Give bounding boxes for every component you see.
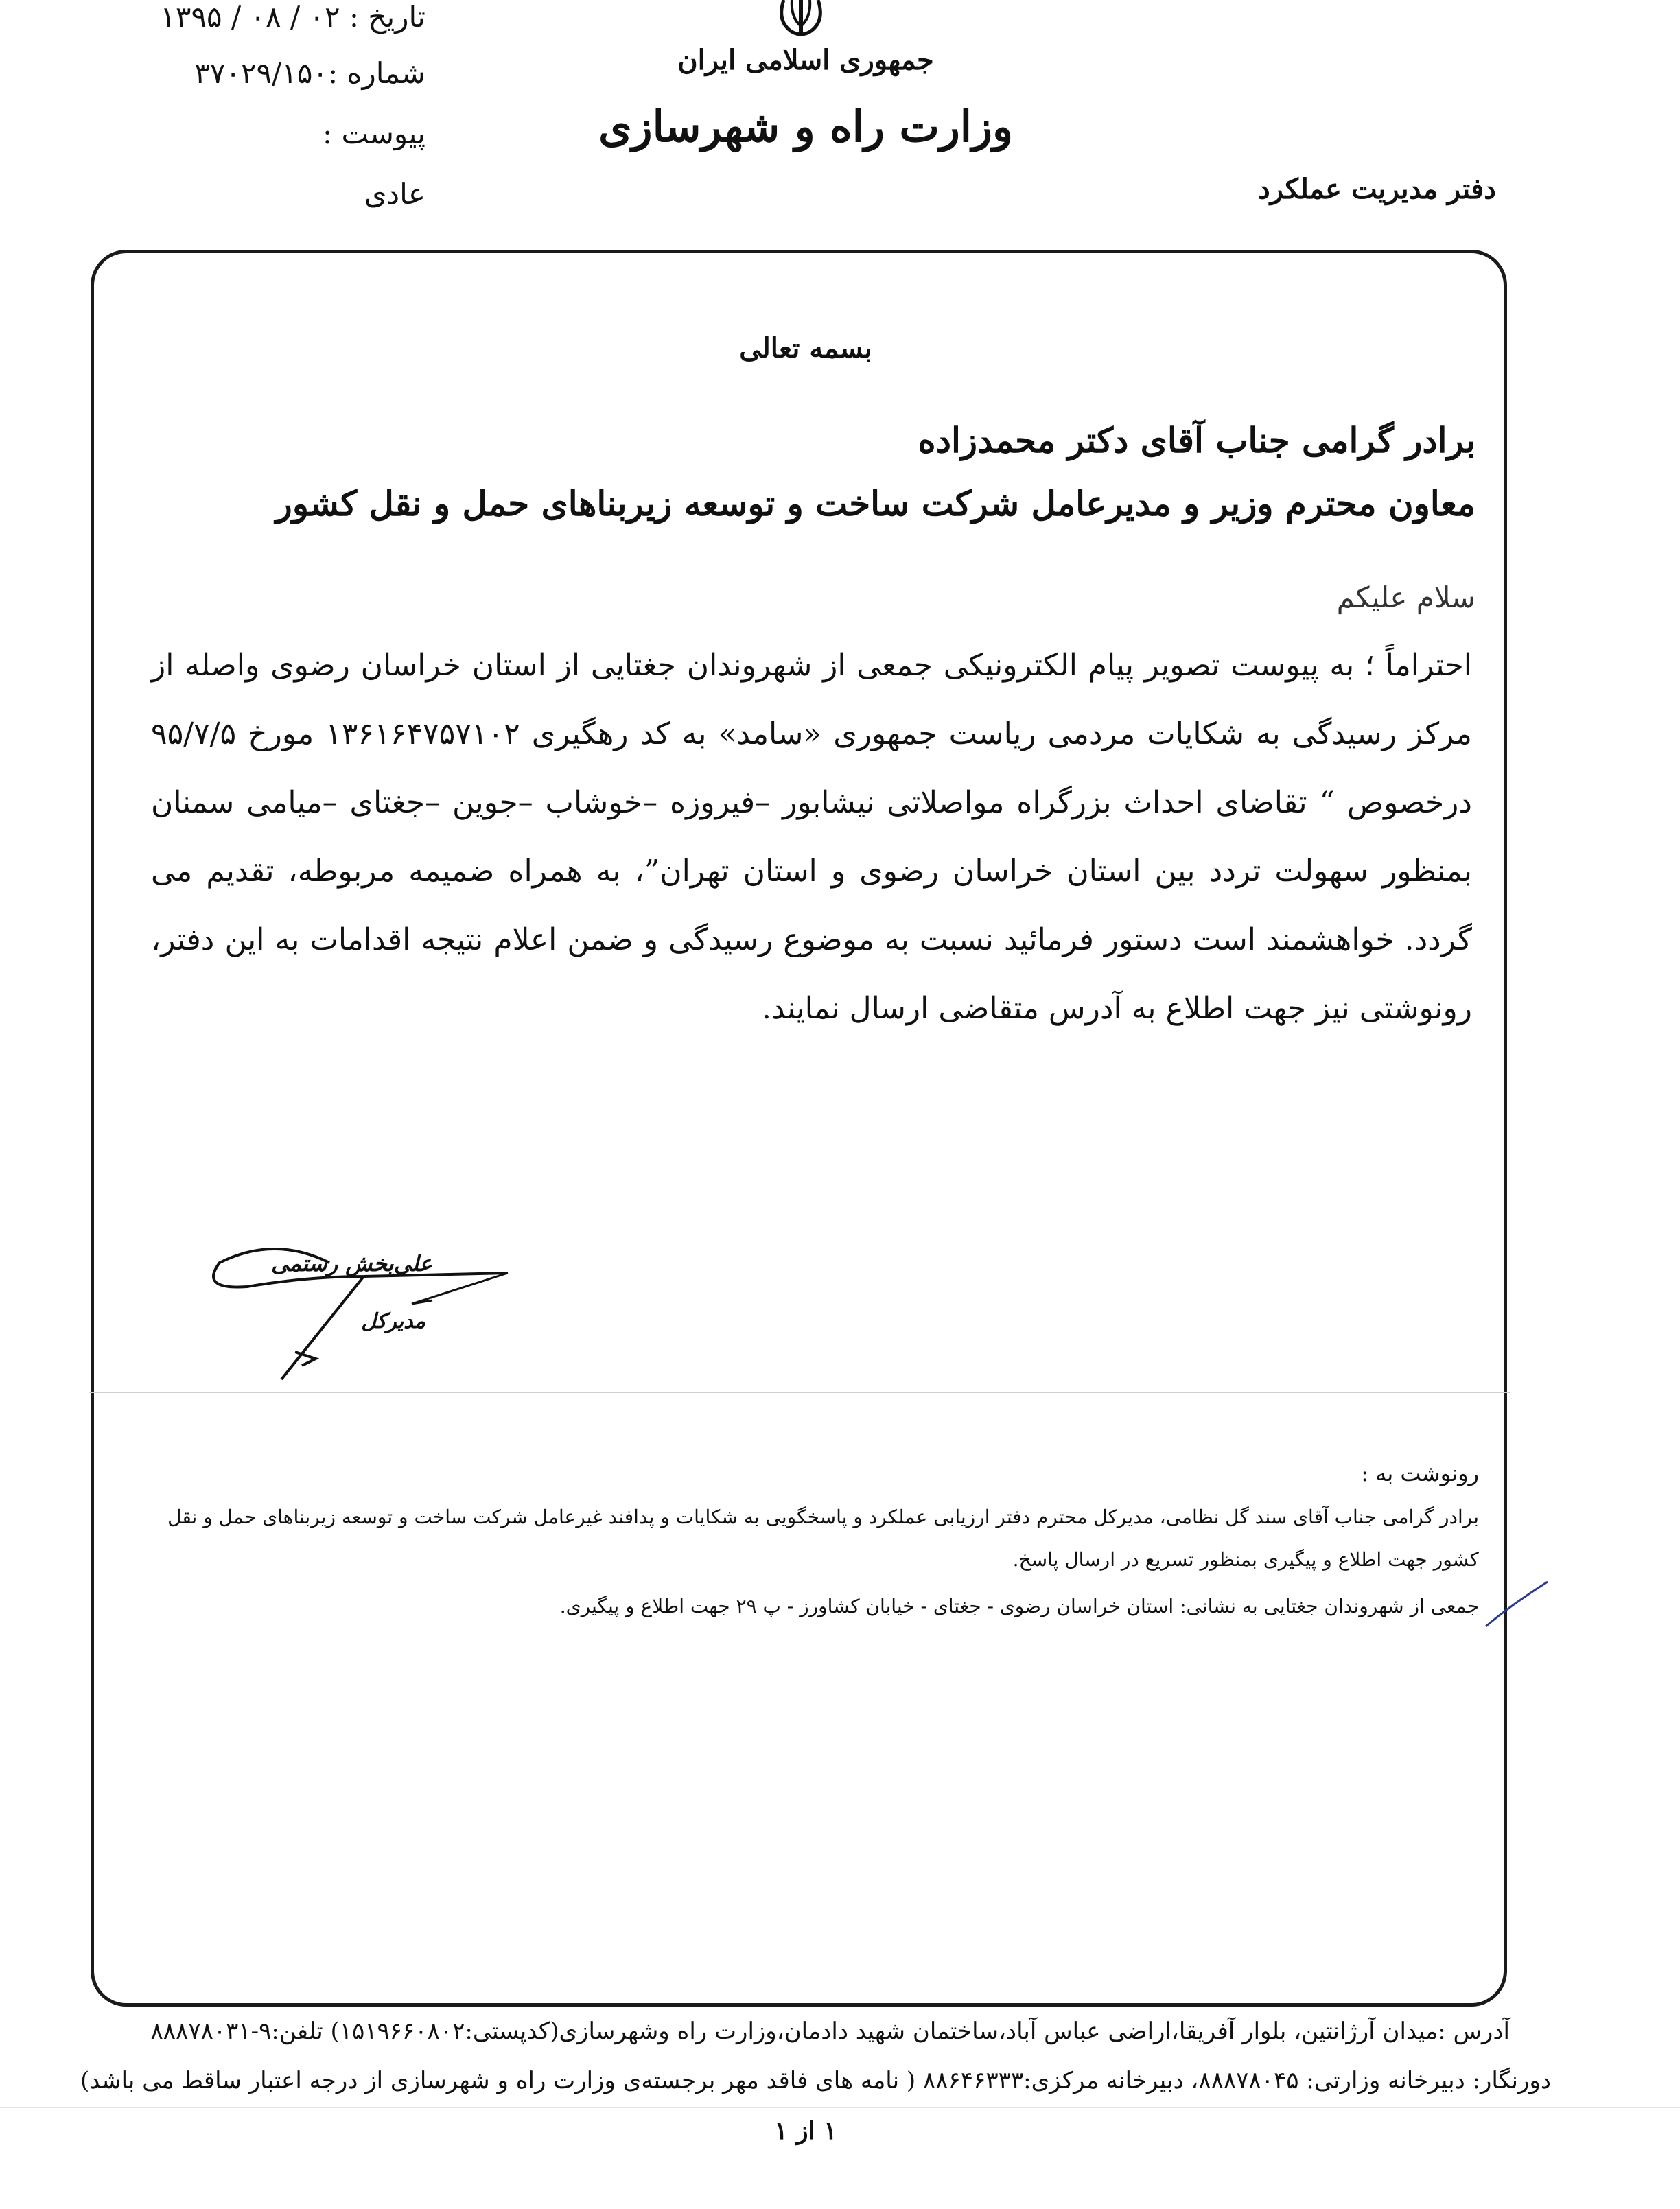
ministry-title: وزارت راه و شهرسازی — [598, 102, 1013, 152]
letter-number: شماره :۳۷۰۲۹/۱۵۰ — [194, 56, 425, 90]
signer-name: علی‌بخش رستمی — [271, 1250, 432, 1276]
basmala: بسمه تعالی — [739, 332, 872, 364]
cc-recipient-1: برادر گرامی جناب آقای سند گل نظامی، مدیرکل محترم دفتر ارزیابی عملکرد و پاسخگویی به شکایات و پدافند غیرعامل شرکت ساخت و توسعه زیربناهای حمل و نقل کشور جهت اطلاع و پیگیری بمنظور تسریع در ارسال پاسخ. — [167, 1506, 1479, 1571]
signer-title: مدیرکل — [361, 1309, 425, 1333]
iran-emblem-icon — [770, 0, 832, 41]
page-edge-line — [0, 2107, 1680, 2108]
letter-body: احتراماً ؛ به پیوست تصویر پیام الکترونیکی جمعی از شهروندان جغتایی از استان خراسان رضوی واصله از مرکز رسیدگی به شکایات مردمی ریاست جمهوری «سامد» به کد رهگیری ۱۳۶۱۶۴۷۵۷۱۰۲ مورخ ۹۵/۷/۵ درخصوص “ تقاضای احداث بزرگراه مواصلاتی نیشابور –فیروزه –خوشاب –جوین –جغتای –میامی سمنان بمنظور سهولت تردد بین استان خراسان رضوی و استان تهران”، به همراه ضمیمه مربوطه، تقدیم می گردد. خواهشمند است دستور فرمائید نسبت به موضوع رسیدگی و ضمن اعلام نتیجه اقدامات به این دفتر، رونوشتی نیز جهت اطلاع به آدرس متقاضی ارسال نمایند. — [151, 648, 1473, 1026]
addressee-line-2: معاون محترم وزیر و مدیرعامل شرکت ساخت و توسعه زیربناهای حمل و نقل کشور — [275, 483, 1475, 524]
letter-attachment: پیوست : — [323, 117, 425, 150]
page-number: ۱ از ۱ — [774, 2116, 837, 2145]
office-name: دفتر مدیریت عملکرد — [1257, 173, 1496, 205]
cc-recipient-2: جمعی از شهروندان جغتایی به نشانی: استان خراسان رضوی - جغتای - خیابان کشاورز - پ ۲۹ جهت اطلاع و پیگیری. — [559, 1595, 1479, 1617]
footer-address: آدرس :میدان آرژانتین، بلوار آفریقا،اراضی عباس آباد،ساختمان شهید دادمان،وزارت راه وشهرسازی(کدپستی:۱۵۱۹۶۶۰۸۰۲) تلفن:۹-۸۸۸۷۸۰۳۱ — [150, 2018, 1510, 2045]
letter-priority: عادی — [364, 177, 425, 211]
cc-heading: رونوشت به : — [1361, 1460, 1479, 1486]
check-mark-icon — [1482, 1578, 1551, 1633]
footer-fax: دورنگار: دبیرخانه وزارتی: ۸۸۸۷۸۰۴۵، دبیرخانه مرکزی:۸۸۶۴۶۳۳۳ ( نامه های فاقد مهر برجسته‌ی وزارت راه و شهرسازی از درجه اعتبار ساقط می باشد) — [80, 2067, 1551, 2094]
republic-title: جمهوری اسلامی ایران — [677, 44, 934, 76]
addressee-line-1: برادر گرامی جناب آقای دکتر محمدزاده — [918, 420, 1475, 460]
letter-date: تاریخ : ۰۲ / ۰۸ / ۱۳۹۵ — [160, 0, 425, 34]
greeting: سلام علیکم — [1336, 581, 1475, 614]
